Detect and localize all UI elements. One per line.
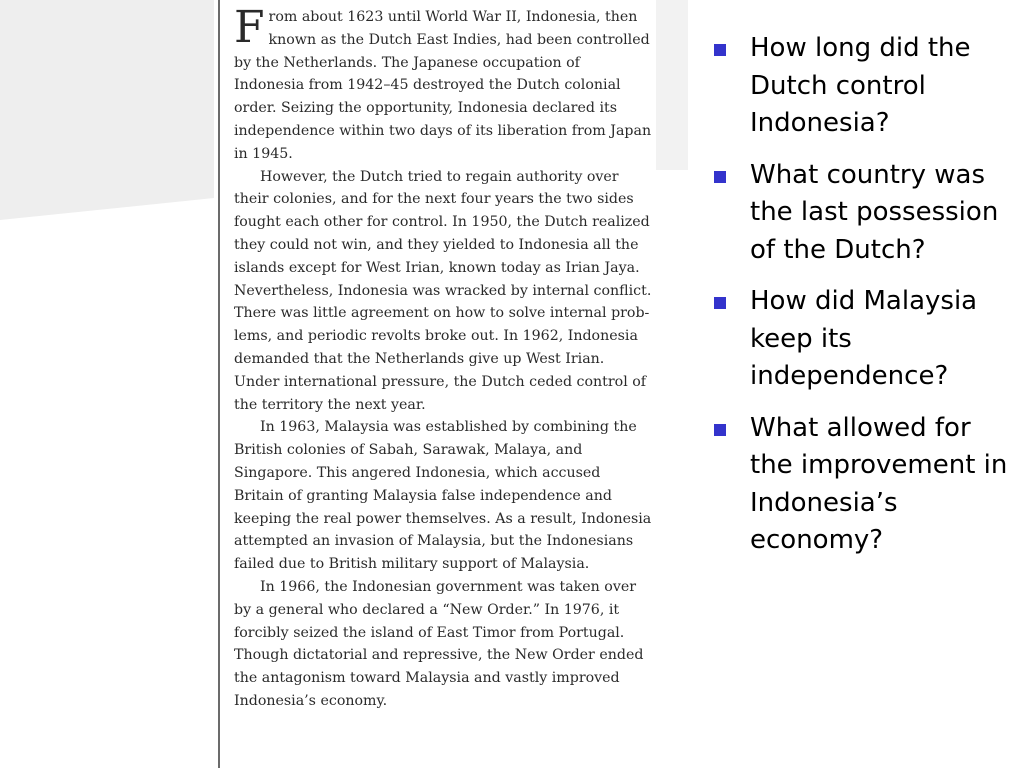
question-text: What allowed for the improvement in Indonesia’s economy? bbox=[750, 412, 1008, 555]
square-bullet-icon bbox=[714, 297, 726, 309]
decorative-band-right bbox=[656, 0, 688, 170]
question-item bbox=[708, 410, 1008, 560]
drop-cap: F bbox=[234, 2, 265, 53]
question-text: What country was the last possession of the Dutch? bbox=[750, 159, 999, 265]
vertical-divider bbox=[218, 0, 220, 768]
question-item bbox=[708, 30, 1008, 143]
reading-paragraph-4: In 1966, the Indonesian government was taken over by a general who declared a “New Order.” In 1976, it forcibly seized the island of East Timor from Portugal. Though dictatorial and repressive, the New Order ended the antagonism toward Malaysia and vastly improved Indonesia’s economy. bbox=[234, 578, 644, 709]
reading-paragraph-1 bbox=[234, 2, 654, 166]
question-item bbox=[708, 157, 1008, 270]
reading-paragraph-3: In 1963, Malaysia was established by combining the British colonies of Sabah, Sarawak, Malaya, and Singapore. This angered Indonesia, which accused Britain of granting Malaysia false independence and keeping the real power themselves. As a result, Indonesia attempted an invasion of Malaysia, but the Indonesians failed due to British military support of Malaysia. bbox=[234, 419, 652, 573]
reading-passage bbox=[234, 2, 654, 713]
question-list bbox=[708, 30, 1008, 574]
decorative-band-left bbox=[0, 0, 214, 220]
square-bullet-icon bbox=[714, 424, 726, 436]
question-item bbox=[708, 283, 1008, 396]
question-text: How long did the Dutch control Indonesia? bbox=[750, 33, 971, 138]
square-bullet-icon bbox=[714, 44, 726, 56]
reading-paragraph-1-text: rom about 1623 until World War II, Indonesia, then known as the Dutch East Indies, had been controlled by the Netherlands. The Japanese occupation of Indonesia from 1942–45 destroyed the Dutch colonial order. Seizing the opportunity, Indonesia declared its independence within two days of its liberation from Japan in 1945. bbox=[234, 9, 652, 162]
question-text: How did Malaysia keep its independence? bbox=[750, 286, 978, 391]
reading-paragraph-2: However, the Dutch tried to regain authority over their colonies, and for the next four years the two sides fought each other for control. In 1950, the Dutch realized they could not win, and they yielded to Indonesia all the islands except for West Irian, known today as Irian Jaya. Nevertheless, Indonesia was wracked by internal conflict. There was little agreement on how to solve internal prob-lems, and periodic revolts broke out. In 1962, Indonesia demanded that the Netherlands give up West Irian. Under international pressure, the Dutch ceded control of the territory the next year. bbox=[234, 168, 652, 413]
square-bullet-icon bbox=[714, 171, 726, 183]
